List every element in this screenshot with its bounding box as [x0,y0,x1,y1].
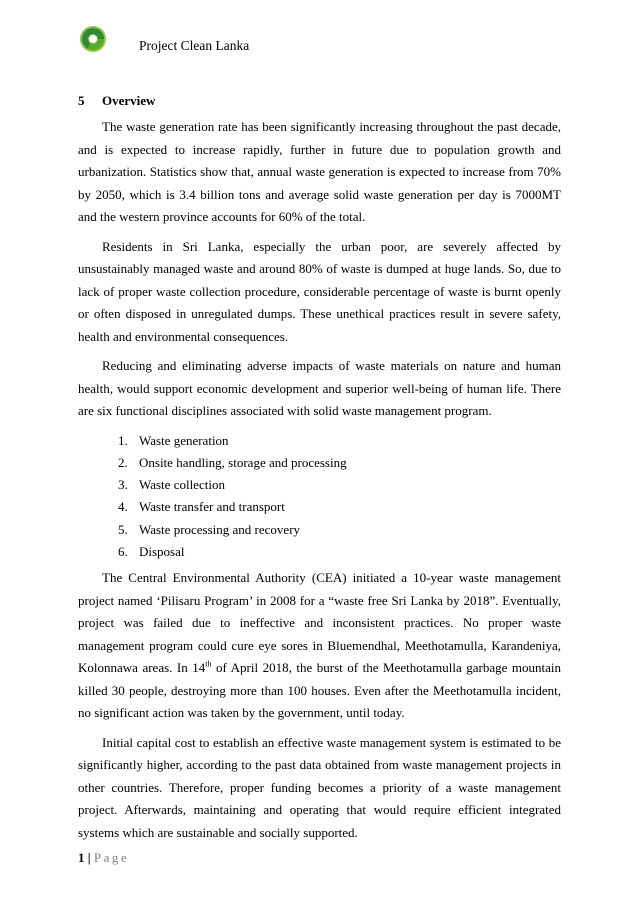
footer-separator: | [84,850,94,865]
section-number: 5 [78,93,85,108]
list-item [78,474,561,496]
recycle-swirl-logo-icon [78,24,108,54]
list-item-text: Disposal [139,543,185,559]
header-title: Project Clean Lanka [139,38,250,53]
list-item-number: 2. [118,454,128,470]
page-footer [78,850,129,866]
list-item [78,519,561,541]
list-item-number: 4. [118,499,128,515]
paragraph-cea-text-part2: of April 2018, the burst of the Meethotamulla garbage mountain killed 30 people, destroying more than 100 houses. Even after the Meethotamulla incident, no significant action was taken by the government, until today. [78,660,561,721]
paragraph-reducing-impacts: Reducing and eliminating adverse impacts of waste materials on nature and human health, would support economic development and superior well-being of human life. There are six functional disciplines associated with solid waste management program. [78,358,561,418]
list-item [78,430,561,452]
paragraph-cea-text-part1: The Central Environmental Authority (CEA) initiated a 10-year waste management project named ‘Pilisaru Program’ in 2008 for a “waste free Sri Lanka by 2018”. Eventually, project was failed due to ineffective and inconsistent practices. No proper waste management program could cure eye sores in Bluemendhal, Meethotamulla, Karandeniya, Kolonnawa areas. In 14 [78,570,561,676]
list-item [78,541,561,563]
page-number: 1 [78,850,85,865]
list-item-text: Waste transfer and transport [139,499,285,515]
paragraph-residents: Residents in Sri Lanka, especially the urban poor, are severely affected by unsustainably managed waste and around 80% of waste is dumped at huge lands. So, due to lack of proper waste collection procedure, considerable percentage of waste is burnt openly or often disposed in unregulated dumps. These unethical practices result in severe safety, health and environmental consequences. [78,238,561,344]
section-title: Overview [102,93,156,108]
functional-disciplines-list [78,430,561,564]
section-heading [78,92,561,110]
main-content [78,92,561,851]
paragraph-cea-project [78,567,561,725]
list-item-text: Onsite handling, storage and processing [139,454,347,470]
page-label: Page [93,850,130,865]
list-item-text: Waste generation [139,432,229,448]
paragraph-capital-cost: Initial capital cost to establish an effective waste management system is estimated to be significantly higher, according to the past data obtained from waste management projects in other countries. Therefore, proper funding becomes a priority of a waste management project. Afterwards, maintaining and operating that would require efficient integrated systems which are sustainable and socially supported. [78,734,561,840]
paragraph-waste-generation-rate: The waste generation rate has been significantly increasing throughout the past decade, and is expected to increase rapidly, further in future due to population growth and urbanization. Statistics show that, annual waste generation is expected to increase from 70% by 2050, which is 3.4 billion tons and average solid waste generation per day is 7000MT and the western province accounts for 60% of the total. [78,119,561,224]
list-item-text: Waste collection [139,477,225,493]
list-item-text: Waste processing and recovery [139,521,301,537]
list-item-number: 3. [118,477,128,493]
list-item-number: 6. [118,543,128,559]
list-item [78,496,561,518]
list-item-number: 5. [118,521,128,537]
ordinal-suffix: th [205,659,212,669]
list-item [78,452,561,474]
list-item-number: 1. [118,432,128,448]
page-header [78,24,560,64]
